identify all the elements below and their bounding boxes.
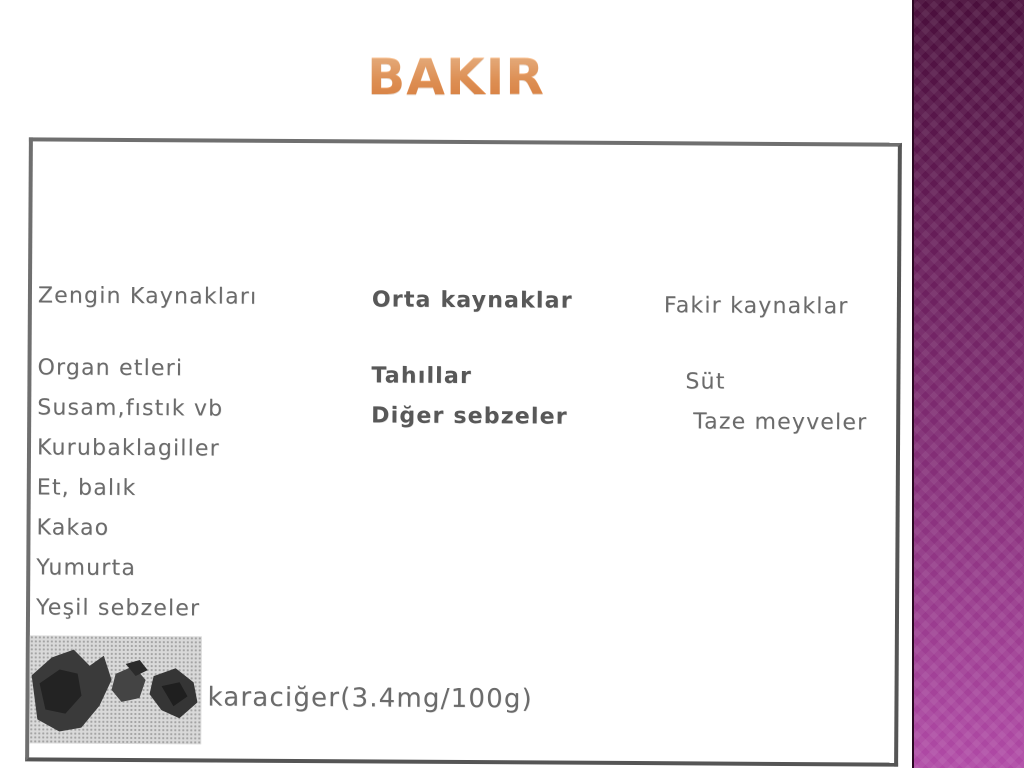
list-item: Susam,fıstık vb — [37, 395, 224, 422]
list-item: Tahıllar — [371, 363, 473, 390]
list-item: Yeşil sebzeler — [35, 595, 201, 622]
list-item: Kurubaklagiller — [36, 435, 221, 462]
rich-sources-heading: Zengin Kaynakları — [37, 283, 258, 310]
medium-sources-heading: Orta kaynaklar — [371, 287, 573, 314]
liver-caption: karaciğer(3.4mg/100g) — [207, 682, 534, 715]
scanned-table-image — [25, 137, 902, 766]
medium-sources-column — [371, 287, 573, 437]
list-item: Taze meyveler — [693, 409, 868, 436]
list-item: Et, balık — [36, 475, 137, 502]
decorative-side-band — [912, 0, 1024, 768]
list-item: Diğer sebzeler — [371, 403, 568, 430]
liver-photo — [29, 635, 202, 744]
list-item: Organ etleri — [37, 355, 184, 382]
liver-pieces-graphic — [29, 635, 202, 744]
poor-sources-column — [663, 293, 868, 443]
list-item: Kakao — [36, 515, 110, 541]
list-item: Yumurta — [36, 555, 137, 582]
poor-sources-heading: Fakir kaynaklar — [663, 293, 849, 320]
rich-sources-column — [36, 283, 258, 629]
list-item: Süt — [685, 369, 726, 395]
slide-title: BAKIR — [0, 48, 912, 106]
